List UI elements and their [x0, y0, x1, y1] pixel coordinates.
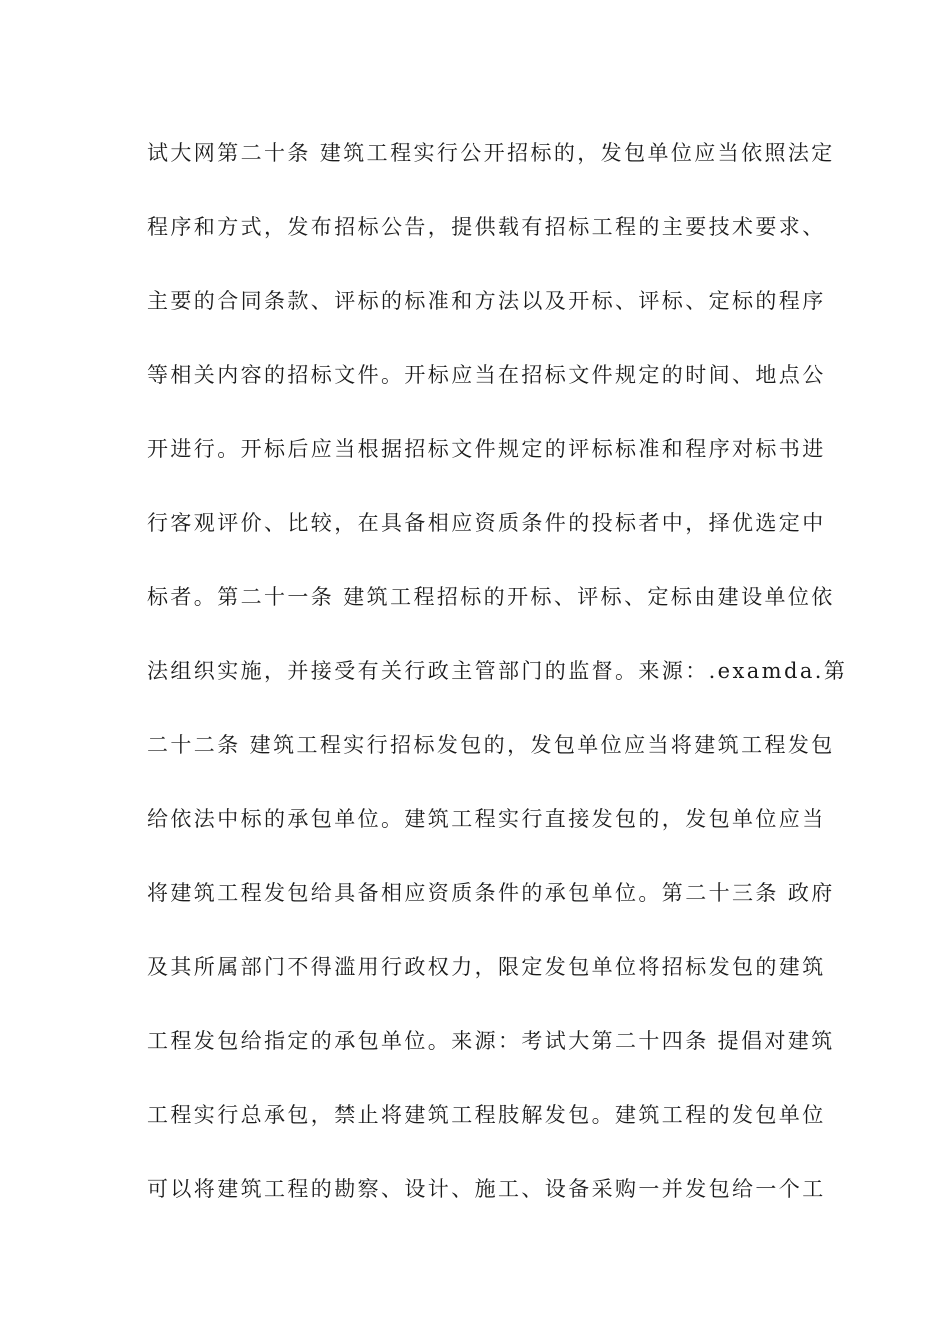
text-line: 工程发包给指定的承包单位。来源：考试大第二十四条 提倡对建筑 — [147, 1029, 835, 1053]
text-line: 等相关内容的招标文件。开标应当在招标文件规定的时间、地点公 — [147, 363, 826, 387]
text-line: 法组织实施，并接受有关行政主管部门的监督。来源：.examda.第 — [147, 659, 848, 683]
document-body — [147, 134, 848, 1244]
text-line: 二十二条 建筑工程实行招标发包的，发包单位应当将建筑工程发包 — [147, 733, 835, 757]
text-line: 试大网第二十条 建筑工程实行公开招标的，发包单位应当依照法定 — [147, 141, 835, 165]
text-line: 将建筑工程发包给具备相应资质条件的承包单位。第二十三条 政府 — [147, 881, 835, 905]
text-line: 标者。第二十一条 建筑工程招标的开标、评标、定标由建设单位依 — [147, 585, 835, 609]
text-line: 程序和方式，发布招标公告，提供载有招标工程的主要技术要求、 — [147, 215, 826, 239]
text-line: 可以将建筑工程的勘察、设计、施工、设备采购一并发包给一个工 — [147, 1177, 826, 1201]
text-line: 主要的合同条款、评标的标准和方法以及开标、评标、定标的程序 — [147, 289, 826, 313]
text-line: 及其所属部门不得滥用行政权力，限定发包单位将招标发包的建筑 — [147, 955, 826, 979]
text-line: 工程实行总承包，禁止将建筑工程肢解发包。建筑工程的发包单位 — [147, 1103, 826, 1127]
text-line: 行客观评价、比较，在具备相应资质条件的投标者中，择优选定中 — [147, 511, 826, 535]
text-line: 开进行。开标后应当根据招标文件规定的评标标准和程序对标书进 — [147, 437, 826, 461]
text-line: 给依法中标的承包单位。建筑工程实行直接发包的，发包单位应当 — [147, 807, 826, 831]
